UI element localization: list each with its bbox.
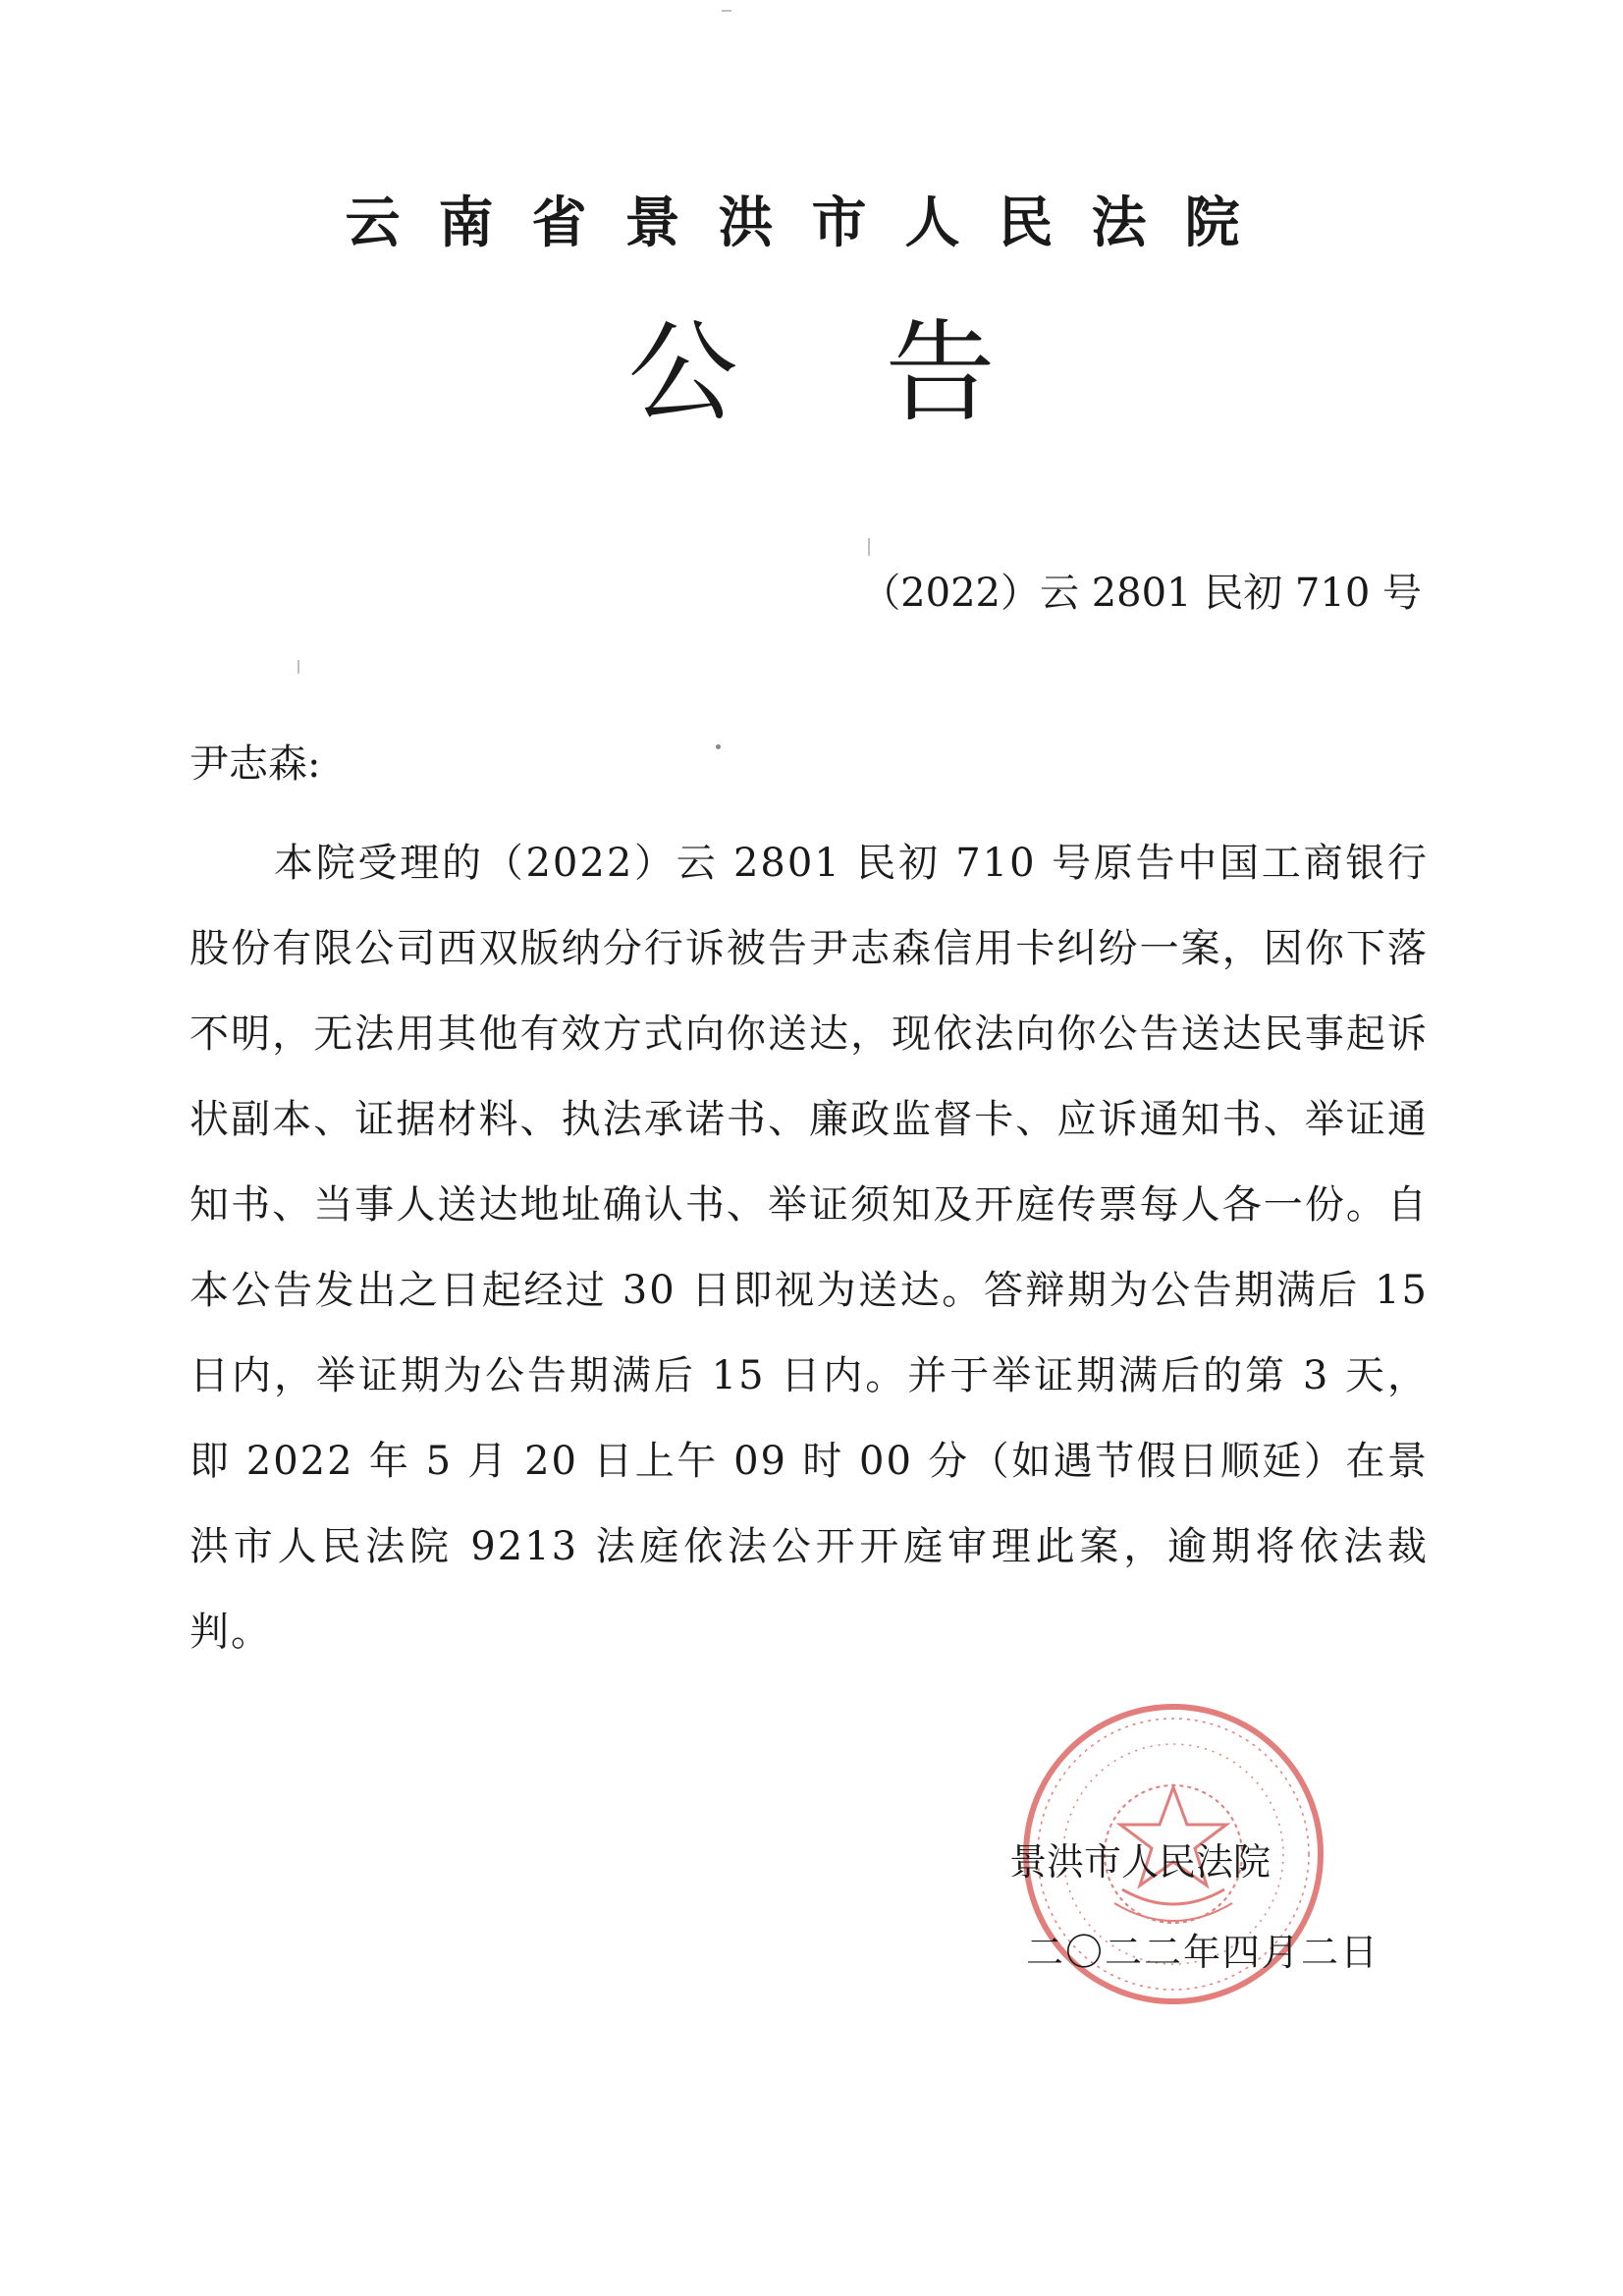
court-name-heading: 云南省景洪市人民法院 [345, 191, 1278, 255]
case-number: （2022）云 2801 民初 710 号 [861, 571, 1422, 616]
addressee: 尹志森: [189, 741, 321, 787]
document-title: 公告 [627, 309, 1143, 437]
announcement-body: 本院受理的（2022）云 2801 民初 710 号原告中国工商银行股份有限公司西双版纳分行诉被告尹志森信用卡纠纷一案，因你下落不明，无法用其他有效方式向你送达，现依法向你公告送达民事起诉状副本、证据材料、执法承诺书、廉政监督卡、应诉通知书、举证通知书、当事人送达地址确认书、举证须知及开庭传票每人各一份。自本公告发出之日起经过 30 日即视为送达。答辩期为公告期满后 15 日内，举证期为公告期满后 15 日内。并于举证期满后的第 3 天，即 2022 年 5 月 20 日上午 09 时 00 分（如遇节假日顺延）在景洪市人民法院 9213 法庭依法公开开庭审理此案，逾期将依法裁判。 [189, 841, 1429, 1655]
scan-speck [716, 744, 721, 749]
scan-speck [722, 10, 731, 12]
issue-date: 二〇二二年四月二日 [1026, 1931, 1380, 1974]
issuer-name: 景洪市人民法院 [1009, 1840, 1271, 1884]
scan-speck [298, 660, 299, 674]
scan-speck [868, 538, 870, 556]
